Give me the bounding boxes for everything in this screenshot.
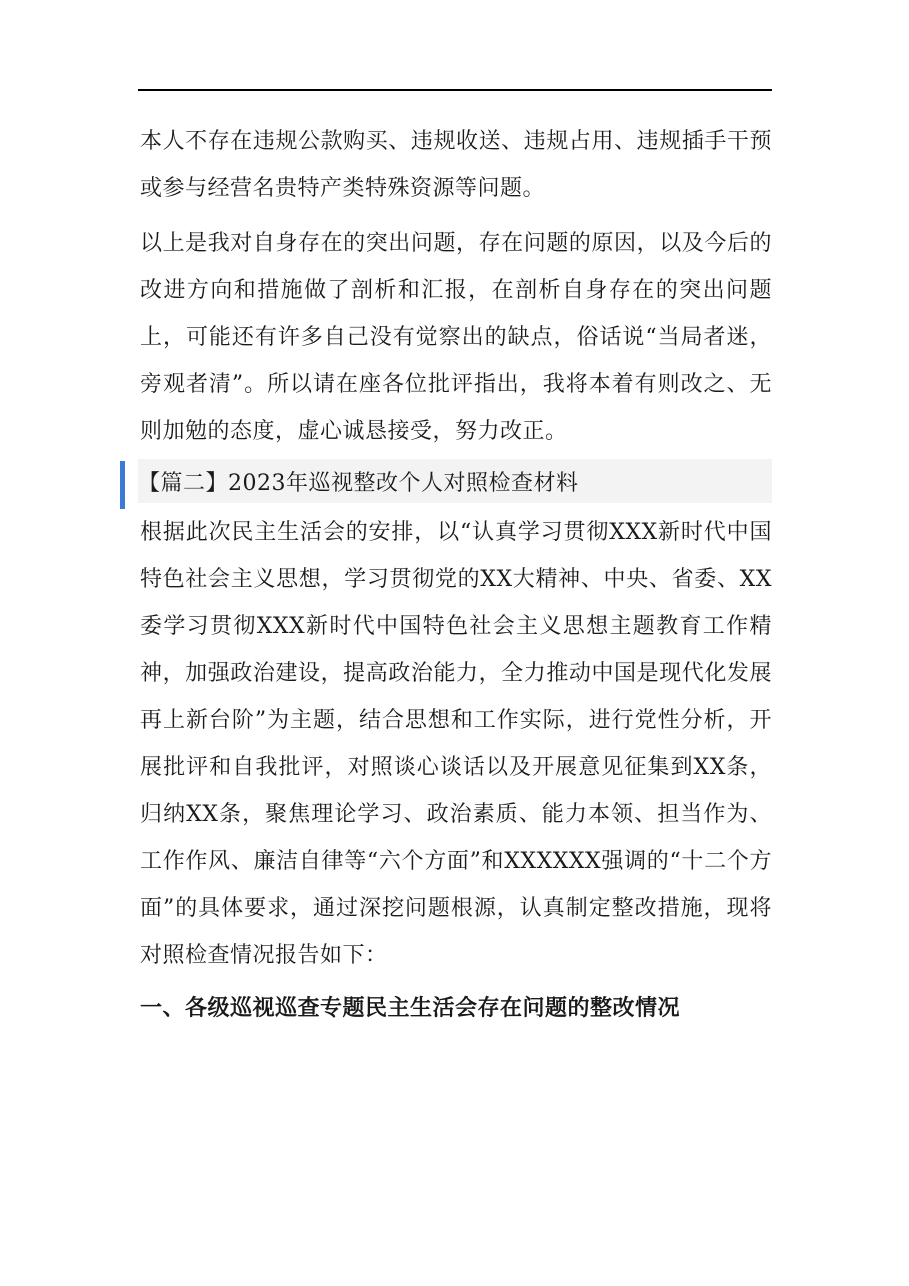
section-heading xyxy=(138,459,772,503)
paragraph: 本人不存在违规公款购买、违规收送、违规占用、违规插手干预或参与经营名贵特产类特殊资源等问题。 xyxy=(140,129,772,201)
paragraph: 根据此次民主生活会的安排，以“认真学习贯彻XXX新时代中国特色社会主义思想，学习贯彻党的XX大精神、中央、省委、XX委学习贯彻XXX新时代中国特色社会主义思想主题教育工作精神，加强政治建设，提高政治能力，全力推动中国是现代化发展再上新台阶”为主题，结合思想和工作实际，进行党性分析，开展批评和自我批评，对照谈心谈话以及开展意见征集到XX条，归纳XX条，聚焦理论学习、政治素质、能力本领、担当作为、工作作风、廉洁自律等“六个方面”和XXXXXX强调的“十二个方面”的具体要求，通过深挖问题根源，认真制定整改措施，现将对照检查情况报告如下： xyxy=(140,520,772,968)
top-divider xyxy=(138,89,772,91)
section-heading-title: 【篇二】2023年巡视整改个人对照检查材料 xyxy=(138,470,579,496)
paragraph: 以上是我对自身存在的突出问题，存在问题的原因，以及今后的改进方向和措施做了剖析和汇报，在剖析自身存在的突出问题上，可能还有许多自己没有觉察出的缺点，俗话说“当局者迷，旁观者清”。所以请在座各位批评指出，我将本着有则改之、无则加勉的态度，虚心诚恳接受，努力改正。 xyxy=(140,231,772,444)
sub-heading: 一、各级巡视巡查专题民主生活会存在问题的整改情况 xyxy=(140,996,681,1021)
heading-accent-bar xyxy=(120,461,125,509)
document-body xyxy=(140,118,772,1031)
